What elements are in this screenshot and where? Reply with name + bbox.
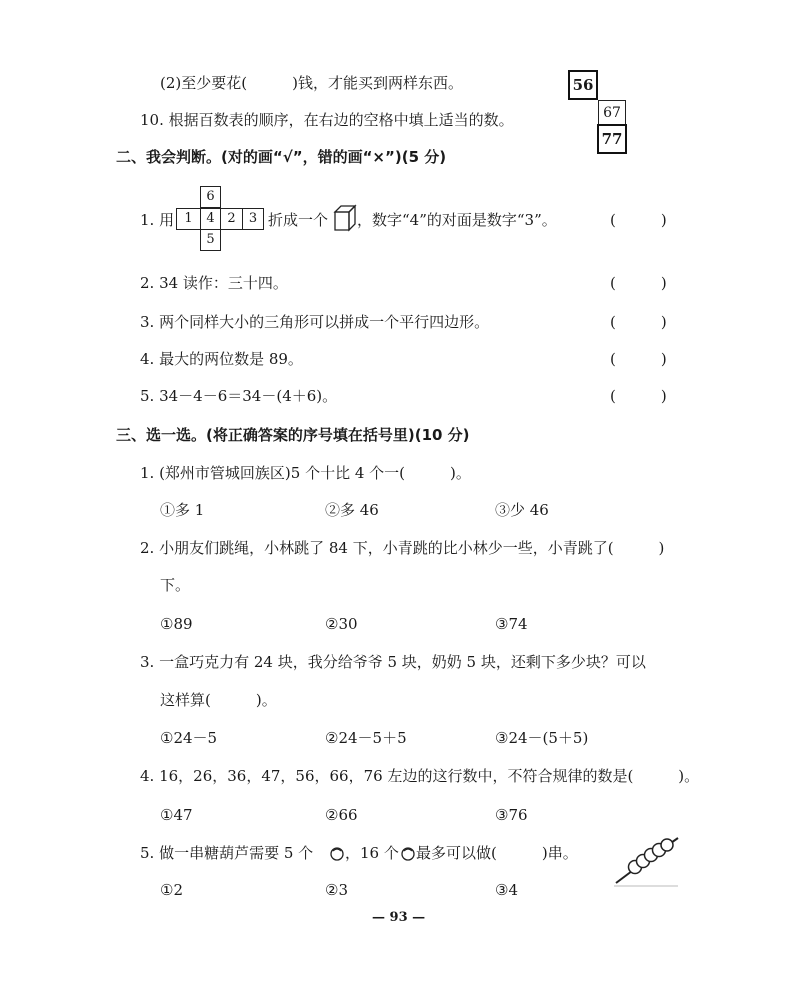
net-cell-top: 6 — [200, 186, 221, 208]
choose-q3-option-c: ③24－(5＋5) — [495, 729, 589, 747]
choose-q4: 4. 16，26，36，47，56，66，76 左边的这行数中，不符合规律的数是( )。 — [140, 767, 700, 785]
choose-q2-option-b: ②30 — [325, 615, 358, 633]
judge-q4-answer[interactable]: ( ) — [610, 350, 667, 368]
judge-q1-prefix: 1. 用 — [140, 211, 175, 229]
net-cell-3: 2 — [220, 208, 243, 230]
cube-icon — [333, 204, 357, 232]
judge-q1-answer[interactable]: ( ) — [610, 211, 667, 229]
choose-q3-option-a: ①24－5 — [160, 729, 218, 747]
section-2-title: 二、我会判断。(对的画“√”，错的画“×”)(5 分) — [116, 148, 447, 166]
hawthorn-icon — [400, 845, 416, 861]
choose-q1-option-a: ①多 1 — [160, 501, 205, 519]
judge-q5-answer[interactable]: ( ) — [610, 387, 667, 405]
choose-q2-option-a: ①89 — [160, 615, 193, 633]
choose-q5-text-c: 最多可以做( )串。 — [416, 844, 578, 862]
choose-q4-option-c: ③76 — [495, 806, 528, 824]
net-cell-bottom: 5 — [200, 229, 221, 251]
hundred-chart-cell-67: 67 — [598, 100, 626, 126]
question-9-2: (2)至少要花( )钱，才能买到两样东西。 — [160, 74, 463, 92]
judge-q1-suffix: 折成一个 — [268, 211, 329, 229]
judge-q3: 3. 两个同样大小的三角形可以拼成一个平行四边形。 — [140, 313, 490, 331]
choose-q1-option-c: ③少 46 — [495, 501, 549, 519]
choose-q1: 1. (郑州市管城回族区)5 个十比 4 个一( )。 — [140, 464, 471, 482]
choose-q4-option-a: ①47 — [160, 806, 193, 824]
net-cell-2: 4 — [200, 208, 221, 230]
hundred-chart-cell-77: 77 — [597, 124, 627, 154]
choose-q5-option-a: ①2 — [160, 881, 183, 899]
judge-q4: 4. 最大的两位数是 89。 — [140, 350, 303, 368]
choose-q2-line2: 下。 — [160, 576, 191, 594]
candied-haw-skewer-icon — [612, 835, 680, 887]
choose-q5-option-c: ③4 — [495, 881, 518, 899]
judge-q3-answer[interactable]: ( ) — [610, 313, 667, 331]
choose-q3-line2: 这样算( )。 — [160, 691, 277, 709]
page-number: — 93 — — [372, 910, 426, 925]
choose-q1-option-b: ②多 46 — [325, 501, 379, 519]
choose-q2-option-c: ③74 — [495, 615, 528, 633]
judge-q2: 2. 34 读作：三十四。 — [140, 274, 288, 292]
question-10: 10. 根据百数表的顺序，在右边的空格中填上适当的数。 — [140, 111, 514, 129]
choose-q3-option-b: ②24－5＋5 — [325, 729, 407, 747]
choose-q5-text-a: 5. 做一串糖葫芦需要 5 个 — [140, 844, 314, 862]
choose-q4-option-b: ②66 — [325, 806, 358, 824]
choose-q5-text-b: ，16 个 — [345, 844, 399, 862]
judge-q5: 5. 34－4－6＝34－(4＋6)。 — [140, 387, 338, 405]
net-cell-1: 1 — [176, 208, 201, 230]
choose-q2-line1: 2. 小朋友们跳绳，小林跳了 84 下，小青跳的比小林少一些，小青跳了( ) — [140, 539, 665, 557]
section-3-title: 三、选一选。(将正确答案的序号填在括号里)(10 分) — [116, 426, 470, 444]
judge-q2-answer[interactable]: ( ) — [610, 274, 667, 292]
cube-net — [176, 186, 268, 252]
hundred-chart-cell-56: 56 — [568, 70, 598, 100]
choose-q5-option-b: ②3 — [325, 881, 348, 899]
judge-q1-tail: ，数字“4”的对面是数字“3”。 — [357, 211, 557, 229]
net-cell-4: 3 — [242, 208, 264, 230]
choose-q3-line1: 3. 一盒巧克力有 24 块，我分给爷爷 5 块，奶奶 5 块，还剩下多少块？可以 — [140, 653, 646, 671]
hawthorn-icon — [329, 845, 345, 861]
